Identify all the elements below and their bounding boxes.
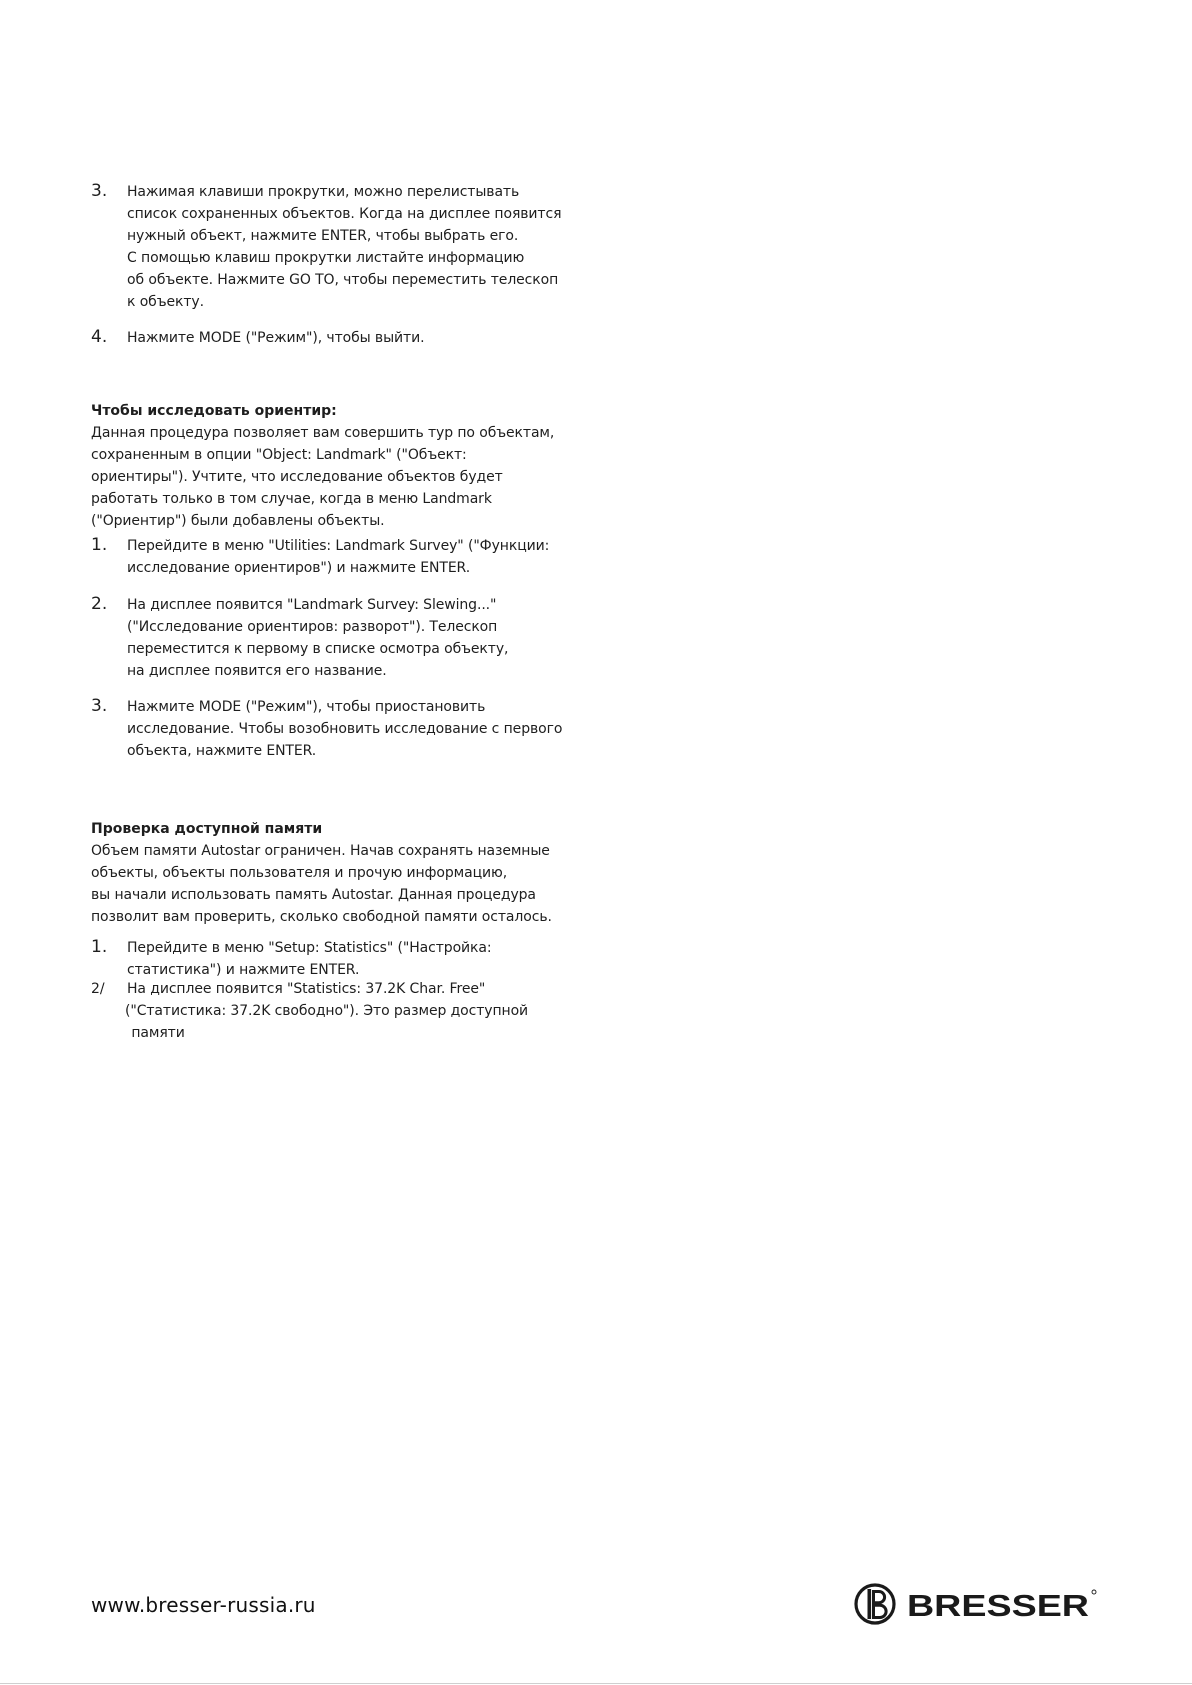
paragraph-line: Данная процедура позволяет вам совершить тур по объектам, <box>91 425 555 441</box>
step-text: на дисплее появится его название. <box>127 663 387 679</box>
step-text: об объекте. Нажмите GO TO, чтобы переместить телескоп <box>127 272 559 288</box>
step-text: Нажимая клавиши прокрутки, можно перелистывать <box>127 184 520 200</box>
step-text: Перейдите в меню "Setup: Statistics" ("Настройка: <box>127 940 492 956</box>
step-item-utilities <box>91 535 611 579</box>
step-text: Перейдите в меню "Utilities: Landmark Survey" ("Функции: <box>127 538 550 554</box>
step-text: Нажмите MODE ("Режим"), чтобы приостановить <box>127 699 486 715</box>
step-text: С помощью клавиш прокрутки листайте информацию <box>127 250 525 266</box>
step-item <box>91 181 611 313</box>
step-number: 1. <box>91 937 108 957</box>
paragraph-line: объекты, объекты пользователя и прочую информацию, <box>91 865 508 881</box>
paragraph-line: ориентиры"). Учтите, что исследование объектов будет <box>91 469 503 485</box>
step-number: 1. <box>91 535 108 555</box>
step-item-pause <box>91 696 611 762</box>
section-heading: Проверка доступной памяти <box>91 821 323 837</box>
step-text: переместится к первому в списке осмотра объекту, <box>127 641 509 657</box>
section-heading: Чтобы исследовать ориентир: <box>91 403 337 419</box>
step-number: 2/ <box>91 981 105 997</box>
step-text: ("Исследование ориентиров: разворот"). Телескоп <box>127 619 498 635</box>
step-item <box>91 937 611 981</box>
paragraph-line: Объем памяти Autostar ограничен. Начав сохранять наземные <box>91 843 550 859</box>
step-item <box>91 327 611 349</box>
step-text: к объекту. <box>127 294 204 310</box>
step-text: На дисплее появится "Statistics: 37.2K Char. Free" <box>127 981 486 997</box>
step-number: 3. <box>91 696 108 716</box>
logo-wordmark: BRESSER <box>907 1588 1089 1623</box>
step-text: список сохраненных объектов. Когда на дисплее появится <box>127 206 562 222</box>
paragraph-line: ("Ориентир") были добавлены объекты. <box>91 513 385 529</box>
step-text: На дисплее появится "Landmark Survey: Slewing..." <box>127 597 497 613</box>
page-bottom-rule <box>0 1683 1192 1684</box>
step-item <box>91 535 611 579</box>
step-item-statistics <box>91 937 611 981</box>
step-text: памяти <box>127 1025 185 1041</box>
bresser-logo <box>854 1581 1100 1627</box>
paragraph-line: работать только в том случае, когда в меню Landmark <box>91 491 492 507</box>
step-text: ("Статистика: 37.2K свободно"). Это размер доступной <box>125 1003 529 1019</box>
step-text: нужный объект, нажмите ENTER, чтобы выбрать его. <box>127 228 519 244</box>
step-number: 4. <box>91 327 108 347</box>
step-text: объекта, нажмите ENTER. <box>127 743 317 759</box>
step-text: исследование ориентиров") и нажмите ENTER. <box>127 560 471 576</box>
paragraph-line: вы начали использовать память Autostar. Данная процедура <box>91 887 536 903</box>
paragraph-line: позволит вам проверить, сколько свободной памяти осталось. <box>91 909 552 925</box>
step-text: статистика") и нажмите ENTER. <box>127 962 360 978</box>
step-item-slewing <box>91 594 611 682</box>
step-text: исследование. Чтобы возобновить исследование с первого <box>127 721 563 737</box>
registered-mark-icon <box>1092 1590 1096 1594</box>
paragraph-line: сохраненным в опции "Object: Landmark" ("Объект: <box>91 447 467 463</box>
step-list-exit <box>91 327 611 349</box>
step-item <box>91 978 611 1044</box>
website-url: www.bresser-russia.ru <box>91 1593 316 1617</box>
step-item <box>91 696 611 762</box>
step-text: Нажмите MODE ("Режим"), чтобы выйти. <box>127 330 425 346</box>
bresser-b-logo-icon <box>856 1585 894 1623</box>
step-number: 3. <box>91 181 108 201</box>
section-landmark-survey <box>91 400 611 532</box>
step-number: 2. <box>91 594 108 614</box>
step-list-saved-objects <box>91 181 611 313</box>
step-item-free-memory <box>91 978 611 1044</box>
step-item <box>91 594 611 682</box>
section-memory-check <box>91 818 611 928</box>
